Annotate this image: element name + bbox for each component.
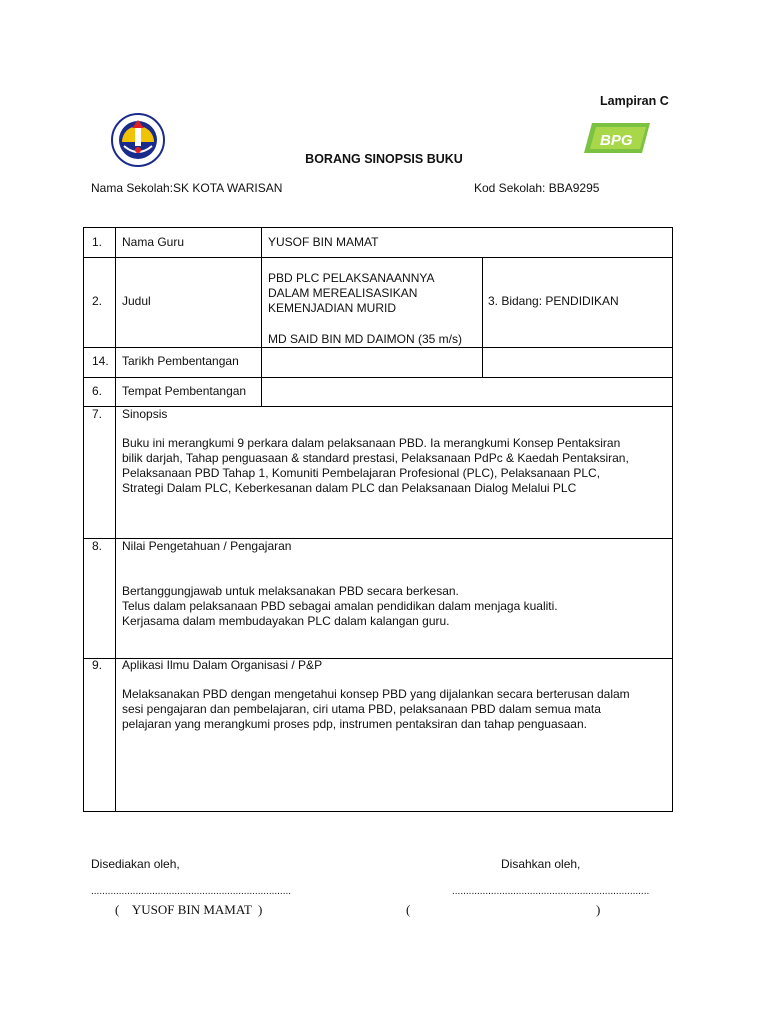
bpg-logo [584, 121, 652, 155]
row-divider [84, 377, 672, 378]
col-divider [482, 257, 483, 377]
row-number: 8. [92, 539, 103, 553]
col-divider [261, 228, 262, 406]
row-number: 2. [92, 294, 103, 308]
kod-sekolah: Kod Sekolah: BBA9295 [474, 181, 600, 195]
label-tarikh: Tarikh Pembentangan [122, 354, 239, 368]
row-number: 7. [92, 407, 103, 421]
label-tempat: Tempat Pembentangan [122, 384, 247, 398]
label-judul: Judul [122, 294, 151, 308]
value-bidang: 3. Bidang: PENDIDIKAN [488, 294, 619, 308]
bpg-logo-text: BPG [600, 132, 633, 149]
row-divider [84, 406, 672, 407]
row-number: 1. [92, 235, 103, 249]
label-nilai: Nilai Pengetahuan / Pengajaran [122, 539, 292, 553]
signature-name-right-open: ( [406, 902, 411, 917]
signature-line-left: ........................................................................ [91, 886, 292, 897]
value-penulis: MD SAID BIN MD DAIMON (35 m/s) [268, 332, 463, 346]
row-number: 9. [92, 658, 103, 672]
signature-name-left: ( YUSOF BIN MAMAT ) [115, 902, 263, 917]
label-nama-guru: Nama Guru [122, 235, 185, 249]
value-nama-guru: YUSOF BIN MAMAT [268, 235, 379, 249]
row-divider [84, 347, 672, 348]
disahkan-label: Disahkan oleh, [501, 857, 581, 871]
label-aplikasi: Aplikasi Ilmu Dalam Organisasi / P&P [122, 658, 323, 672]
signature-name-right-close: ) [596, 902, 601, 917]
nama-sekolah: Nama Sekolah:SK KOTA WARISAN [91, 181, 283, 195]
col-divider [115, 228, 116, 811]
text-sinopsis: Buku ini merangkumi 9 perkara dalam pelaksanaan PBD. Ia merangkumi Konsep Pentaksiran bilik darjah, Tahap penguasaan & standard prestasi, Pelaksanaan PdPc & Kaedah Pentaksiran, Pelaksanaan PBD Tahap 1, Komuniti Pembelajaran Profesional (PLC), Pelaksanaan PLC, Strategi Dalam PLC, Keberkesanan dalam PLC dan Pelaksanaan Dialog Melalui PLC [122, 436, 629, 495]
synopsis-form-table [83, 227, 673, 812]
page-title: BORANG SINOPSIS BUKU [305, 152, 463, 166]
signature-line-right: ....................................................................... [452, 886, 650, 897]
disediakan-label: Disediakan oleh, [91, 857, 180, 871]
row-number: 14. [92, 354, 109, 368]
text-aplikasi: Melaksanakan PBD dengan mengetahui konsep PBD yang dijalankan secara berterusan dalam sesi pengajaran dan pembelajaran, ciri utama PBD, pelaksanaan PBD dalam semua mata pelajaran yang merangkumi proses pdp, instrumen pentaksiran dan tahap penguasaan. [122, 687, 630, 731]
lampiran-label: Lampiran C [600, 94, 669, 108]
row-divider [84, 257, 672, 258]
row-number: 6. [92, 384, 103, 398]
label-sinopsis: Sinopsis [122, 407, 168, 421]
value-judul: PBD PLC PELAKSANAANNYA DALAM MEREALISASIKAN KEMENJADIAN MURID [268, 271, 435, 315]
text-nilai: Bertanggungjawab untuk melaksanakan PBD secara berkesan. Telus dalam pelaksanaan PBD sebagai amalan pendidikan dalam menjaga kualiti. Kerjasama dalam membudayakan PLC dalam kalangan guru. [122, 584, 558, 628]
